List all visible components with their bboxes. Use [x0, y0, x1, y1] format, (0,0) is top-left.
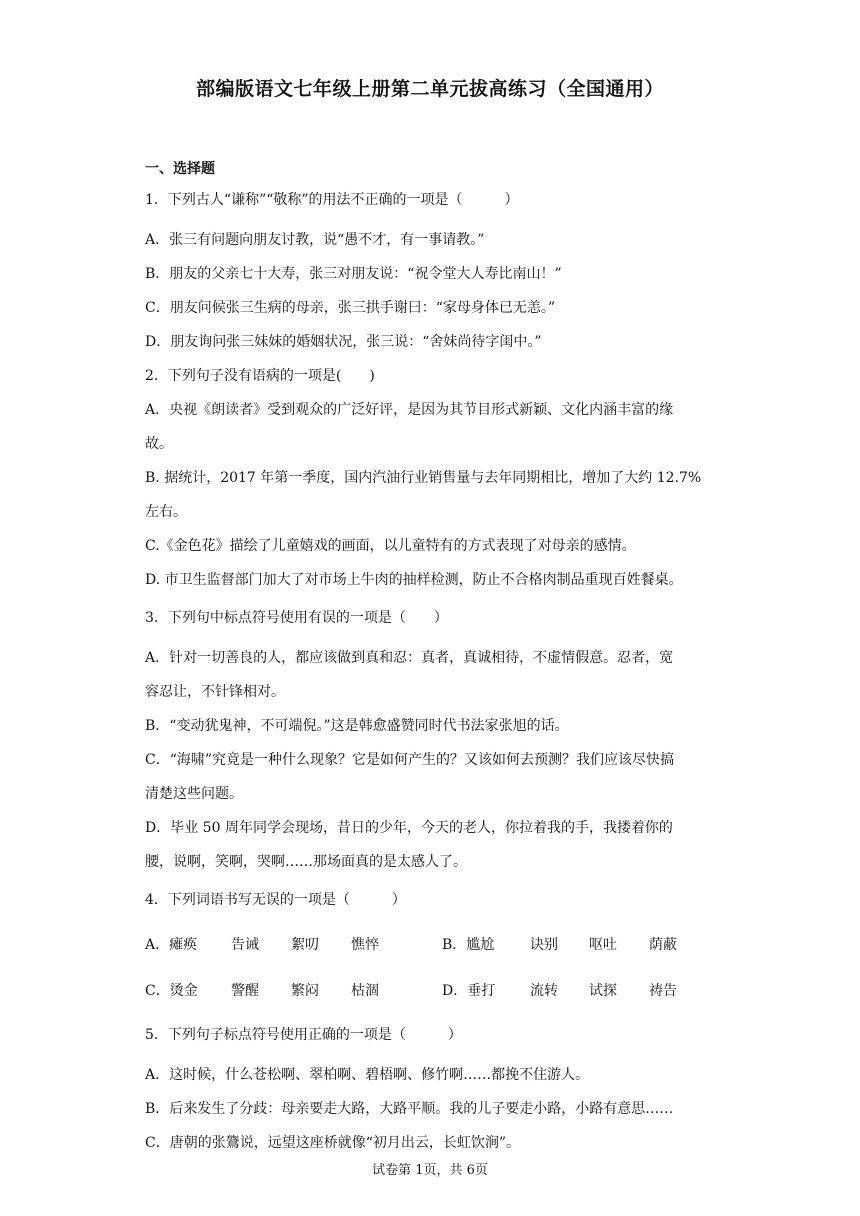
question-5-stem: 5．下列句子标点符号使用正确的一项是（ ）: [145, 1027, 462, 1043]
word-cell: 枯涸: [351, 983, 379, 999]
question-3-option-a-cont: 容忍让，不针锋相对。: [145, 684, 285, 700]
question-3-option-d: D．毕业 50 周年同学会现场，昔日的少年，今天的老人，你拉着我的手，我搂着你的: [145, 820, 673, 836]
question-3-stem: 3．下列句中标点符号使用有误的一项是（ ）: [145, 610, 448, 626]
question-1-option-d: D．朋友询问张三妹妹的婚姻状况，张三说：“舍妹尚待字闺中。”: [145, 334, 542, 350]
word-cell: 告诫: [231, 937, 259, 953]
question-5-option-b: B．后来发生了分歧：母亲要走大路，大路平顺。我的儿子要走小路，小路有意思……: [145, 1101, 674, 1117]
question-5-option-c: C．唐朝的张鷟说，远望这座桥就像“初月出云，长虹饮涧”。: [145, 1135, 521, 1151]
word-cell: 絮叨: [291, 937, 319, 953]
question-2-option-a: A．央视《朗读者》受到观众的广泛好评，是因为其节目形式新颖、文化内涵丰富的缘: [145, 402, 674, 418]
question-3-option-b: B．“变动犹鬼神，不可端倪。”这是韩愈盛赞同时代书法家张旭的话。: [145, 718, 569, 734]
question-5-option-a: A．这时候，什么苍松啊、翠柏啊、碧梧啊、修竹啊……都挽不住游人。: [145, 1067, 590, 1083]
question-2-option-c: C.《金色花》描绘了儿童嬉戏的画面，以儿童特有的方式表现了对母亲的感情。: [145, 538, 636, 554]
question-2-option-d: D. 市卫生监督部门加大了对市场上牛肉的抽样检测，防止不合格肉制品重现百姓餐桌。: [145, 572, 683, 588]
section-heading: 一、选择题: [145, 161, 215, 177]
word-cell: 祷告: [649, 983, 677, 999]
word-cell: 呕吐: [589, 937, 617, 953]
page-footer: 试卷第 1页，共 6页: [372, 1163, 488, 1178]
question-2-option-a-cont: 故。: [145, 436, 173, 452]
word-cell: 诀别: [530, 937, 558, 953]
question-3-option-d-cont: 腰，说啊，笑啊，哭啊……那场面真的是太感人了。: [145, 854, 467, 870]
word-cell: 试探: [589, 983, 617, 999]
word-cell: 繁闷: [291, 983, 319, 999]
word-cell: C．烫金: [145, 983, 198, 999]
question-3-option-c: C．“海啸”究竟是一种什么现象？它是如何产生的？又该如何去预测？我们应该尽快搞: [145, 752, 675, 768]
question-3-option-c-cont: 清楚这些问题。: [145, 786, 243, 802]
question-3-option-a: A．针对一切善良的人，都应该做到真和忍：真者，真诚相待，不虚情假意。忍者，宽: [145, 650, 674, 666]
word-cell: D．垂打: [442, 983, 496, 999]
word-cell: B．尴尬: [442, 937, 495, 953]
word-cell: 荫蔽: [649, 937, 677, 953]
word-cell: A．瘫痪: [145, 937, 198, 953]
question-2-stem: 2．下列句子没有语病的一项是( ): [145, 368, 375, 384]
question-2-option-b-cont: 左右。: [145, 504, 187, 520]
word-cell: 警醒: [231, 983, 259, 999]
question-4-stem: 4．下列词语书写无误的一项是（ ）: [145, 892, 406, 908]
question-1-option-b: B．朋友的父亲七十大寿，张三对朋友说：“祝令堂大人寿比南山！”: [145, 266, 562, 282]
page-title: 部编版语文七年级上册第二单元拔高练习（全国通用）: [195, 78, 664, 100]
word-cell: 流转: [530, 983, 558, 999]
question-1-option-a: A．张三有问题向朋友讨教，说“愚不才，有一事请教。”: [145, 232, 485, 248]
question-1-stem: 1．下列古人“谦称”“敬称”的用法不正确的一项是（ ）: [145, 192, 519, 208]
word-cell: 憔悴: [351, 937, 379, 953]
question-1-option-c: C．朋友问候张三生病的母亲，张三拱手谢曰：“家母身体已无恙。”: [145, 300, 556, 316]
question-2-option-b: B. 据统计，2017 年第一季度，国内汽油行业销售量与去年同期相比，增加了大约 12.7%: [145, 470, 702, 486]
